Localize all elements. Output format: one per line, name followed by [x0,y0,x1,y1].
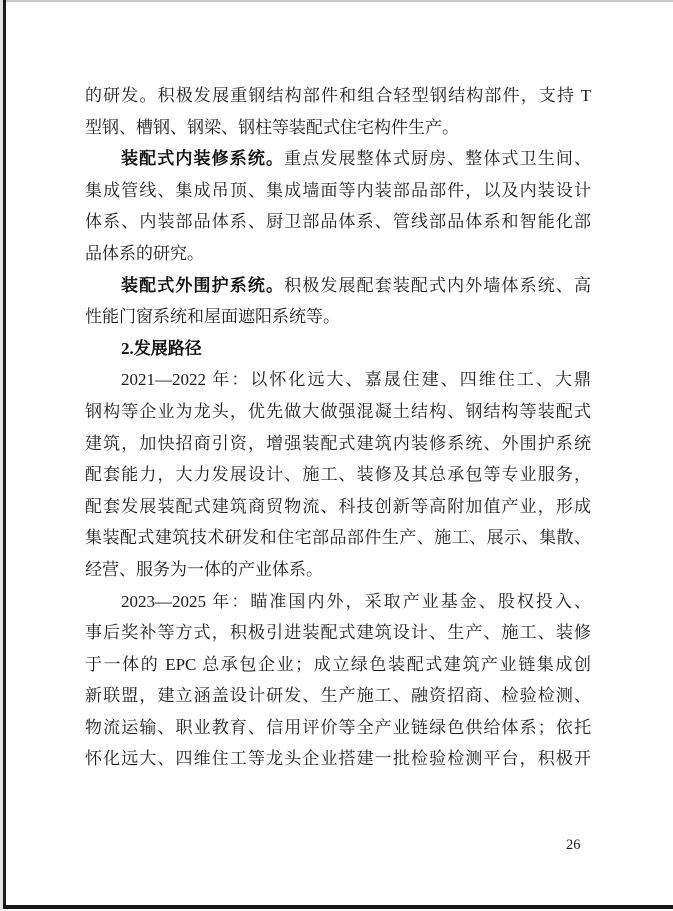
text-line [85,143,591,175]
text-line [85,586,591,618]
text-line [85,743,591,775]
text-line [85,491,591,523]
line-text: 2021—2022 年：以怀化远大、嘉晟住建、四维住工、大鼎 [121,370,591,390]
text-line [85,333,591,365]
line-text: 集装配式建筑技术研发和住宅部品部件生产、施工、展示、集散、 [85,528,591,548]
text-line [85,270,591,302]
scan-border-left [3,0,6,907]
document-body [85,80,591,775]
line-text: 2023—2025 年：瞄准国内外，采取产业基金、股权投入、 [121,591,591,611]
text-line [85,206,591,238]
bold-heading: 装配式内装修系统。 [121,149,285,169]
text-line [85,522,591,554]
text-line [85,175,591,207]
text-line [85,301,591,333]
text-line [85,238,591,270]
text-line [85,396,591,428]
scan-border-bottom [3,905,673,909]
text-line [85,80,591,112]
page-number: 26 [566,837,581,853]
line-text: 于一体的 EPC 总承包企业；成立绿色装配式建筑产业链集成创 [85,654,591,674]
text-line [85,112,591,144]
text-line [85,364,591,396]
line-text: 怀化远大、四维住工等龙头企业搭建一批检验检测平台，积极开 [85,749,591,769]
line-text: 积极发展配套装配式内外墙体系统、高 [284,275,591,295]
bold-heading: 2.发展路径 [121,338,202,358]
line-text: 物流运输、职业教育、信用评价等全产业链绿色供给体系；依托 [85,717,591,737]
text-line [85,459,591,491]
line-text: 的研发。积极发展重钢结构部件和组合轻型钢结构部件，支持 T [85,86,591,105]
line-text: 建筑，加快招商引资，增强装配式建筑内装修系统、外围护系统 [85,433,591,453]
line-text: 型钢、槽钢、钢梁、钢柱等装配式住宅构件生产。 [85,117,459,137]
text-line [85,649,591,681]
text-line [85,680,591,712]
scan-border-top [5,0,673,2]
bold-heading: 装配式外围护系统。 [121,275,285,295]
text-line [85,712,591,744]
line-text: 体系、内装部品体系、厨卫部品体系、管线部品体系和智能化部 [85,212,591,232]
line-text: 性能门窗系统和屋面遮阳系统等。 [85,307,340,327]
line-text: 事后奖补等方式，积极引进装配式建筑设计、生产、施工、装修 [85,623,591,643]
line-text: 配套能力，大力发展设计、施工、装修及其总承包等专业服务， [85,465,591,485]
line-text: 经营、服务为一体的产业体系。 [85,559,323,579]
line-text: 钢构等企业为龙头，优先做大做强混凝土结构、钢结构等装配式 [85,401,591,421]
line-text: 重点发展整体式厨房、整体式卫生间、 [284,149,591,169]
line-text: 新联盟，建立涵盖设计研发、生产施工、融资招商、检验检测、 [85,686,591,706]
line-text: 配套发展装配式建筑商贸物流、科技创新等高附加值产业，形成 [85,496,591,516]
line-text: 集成管线、集成吊顶、集成墙面等内装部品部件，以及内装设计 [85,180,591,200]
text-line [85,554,591,586]
text-line [85,428,591,460]
text-line [85,617,591,649]
line-text: 品体系的研究。 [85,243,204,263]
